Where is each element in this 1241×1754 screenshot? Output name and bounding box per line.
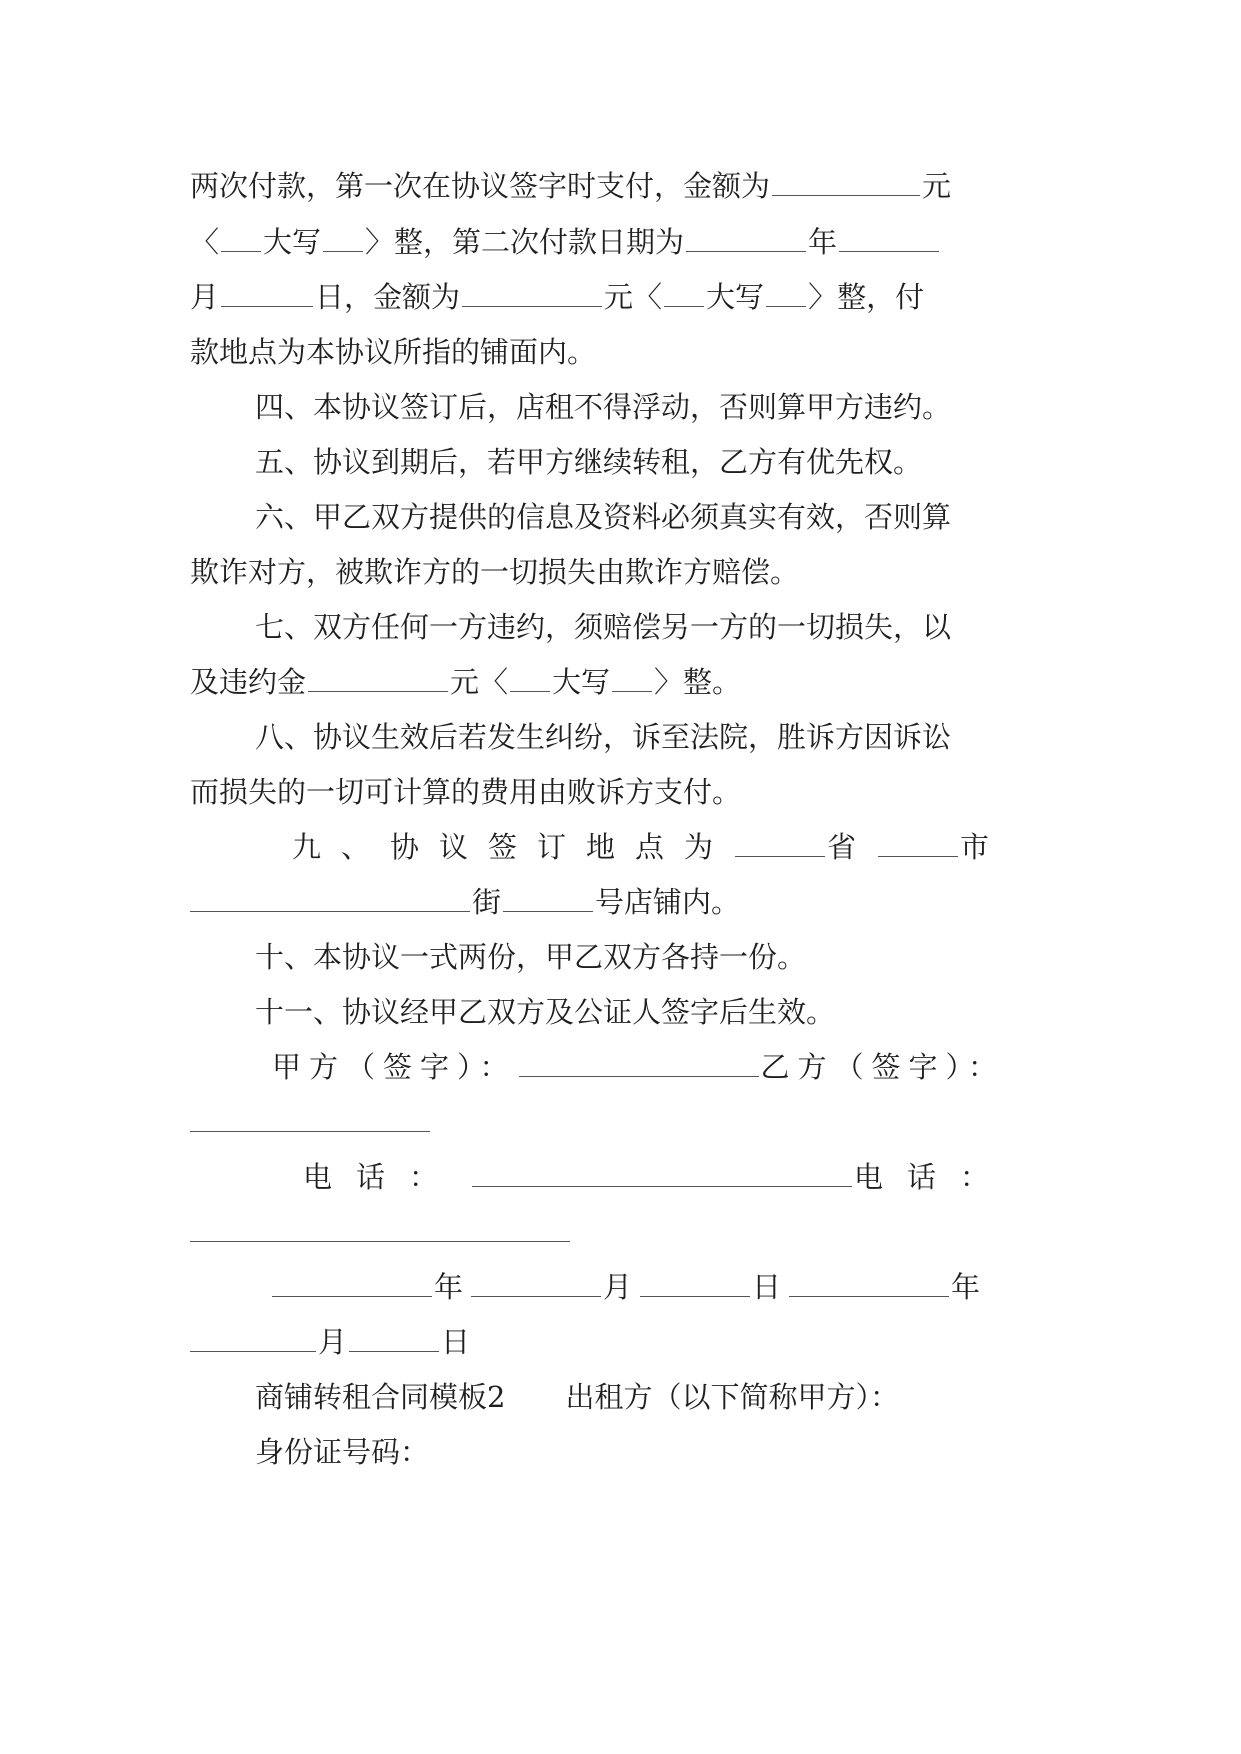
party-a-signature-blank (519, 1050, 759, 1077)
date-continuation: 月 日 (190, 1322, 1056, 1362)
text-line: 而损失的一切可计算的费用由败诉方支付。 (190, 775, 742, 809)
signature-continuation (190, 1102, 1056, 1142)
clause-6: 六、甲乙双方提供的信息及资料必须真实有效，否则算 (255, 500, 952, 534)
text-line: 欺诈对方，被欺诈方的一切损失由欺诈方赔偿。 (190, 555, 800, 589)
phone-line: 电话： 电话： (303, 1160, 1014, 1194)
clause-8: 八、协议生效后若发生纠纷，诉至法院，胜诉方因诉讼 (255, 720, 952, 754)
lessor-label: 出租方（以下简称甲方）： (565, 1380, 899, 1414)
text-line: 月 日，金额为 元〈 大写 〉整，付 (190, 280, 925, 314)
clause-11: 十一、协议经甲乙双方及公证人签字后生效。 (255, 995, 836, 1029)
text-line: 两次付款，第一次在协议签字时支付，金额为 元 (190, 169, 952, 203)
text-line: 及违约金 元〈 大写 〉整。 (190, 665, 742, 699)
signature-line: 甲方（签字）： 乙方（签字）： (272, 1050, 1006, 1084)
clause-7: 七、双方任何一方违约，须赔偿另一方的一切损失，以 (255, 610, 952, 644)
id-number-label: 身份证号码： (255, 1435, 430, 1469)
clause-5: 五、协议到期后，若甲方继续转租，乙方有优先权。 (255, 445, 923, 479)
party-b-phone-blank (190, 1215, 570, 1242)
text-line: 街 号店铺内。 (190, 882, 1056, 922)
phone-continuation (190, 1212, 1056, 1252)
clause-10: 十、本协议一式两份，甲乙双方各持一份。 (255, 940, 807, 974)
party-b-signature-blank (190, 1105, 430, 1132)
template-heading-line (255, 1377, 1056, 1417)
party-a-phone-blank (472, 1160, 852, 1187)
template-title: 商铺转租合同模板2 (255, 1380, 506, 1414)
date-line: 年 月 日 年 (272, 1267, 1056, 1307)
text-line: 款地点为本协议所指的铺面内。 (190, 335, 597, 369)
clause-9: 九、协议签订地点为 省 市 (292, 830, 1010, 864)
clause-4: 四、本协议签订后，店租不得浮动，否则算甲方违约。 (255, 390, 952, 424)
blank-amount (772, 169, 920, 196)
text-line: 〈 大写 〉整，第二次付款日期为 年 (190, 222, 1056, 262)
